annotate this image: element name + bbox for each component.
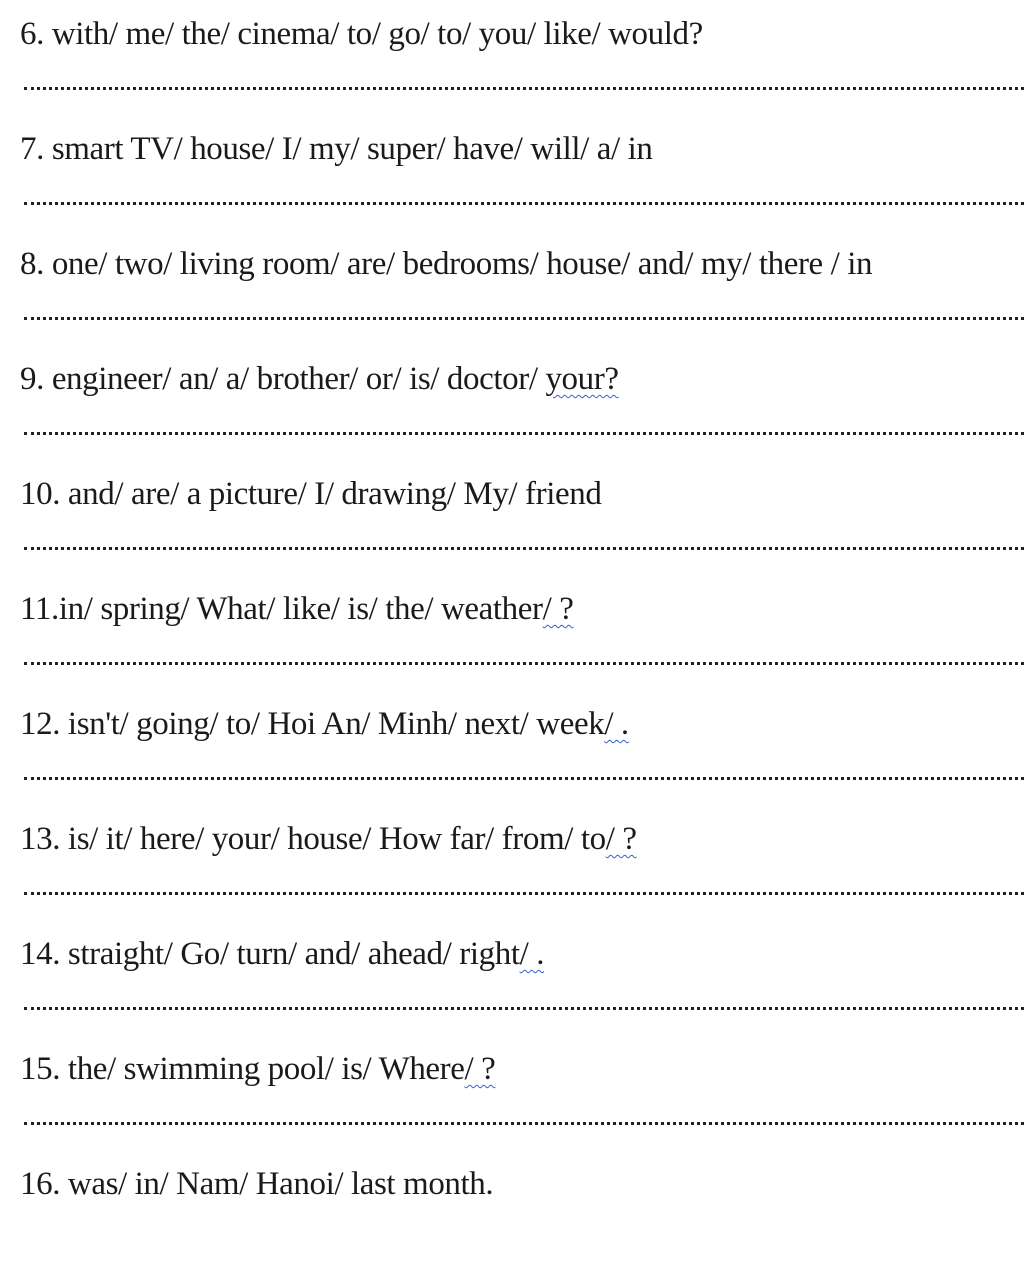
exercise-words: is/ it/ here/ your/ house/ How far/ from/ to [67, 821, 606, 857]
spellcheck-flag: / ? [464, 1051, 496, 1087]
exercise-words: one/ two/ living room/ are/ bedrooms/ house/ and/ my/ there / in [51, 246, 873, 282]
answer-line[interactable] [24, 1122, 1024, 1125]
exercise-number: 8. [20, 246, 44, 282]
exercise-number: 16. [20, 1166, 61, 1202]
exercise-prompt [20, 704, 629, 744]
exercise-prompt [20, 589, 574, 629]
exercise-number: 9. [20, 361, 44, 397]
exercise-words: with/ me/ the/ cinema/ to/ go/ to/ you/ like/ would? [51, 16, 703, 52]
exercise-words: engineer/ an/ a/ brother/ or/ is/ doctor/ [51, 361, 546, 397]
exercise-words: was/ in/ Nam/ Hanoi/ last month. [67, 1166, 494, 1202]
exercise-prompt [20, 474, 601, 514]
exercise-11 [20, 575, 1024, 690]
exercise-prompt [20, 14, 703, 54]
exercise-number: 7. [20, 131, 44, 167]
exercise-number: 12. [20, 706, 61, 742]
exercise-prompt [20, 934, 544, 974]
exercise-number: 6. [20, 16, 44, 52]
exercise-15 [20, 1035, 1024, 1150]
exercise-14 [20, 920, 1024, 1035]
exercise-number: 11. [20, 591, 59, 627]
spellcheck-flag: your? [545, 361, 619, 397]
exercise-16 [20, 1150, 1024, 1265]
exercise-prompt [20, 1164, 493, 1204]
exercise-number: 10. [20, 476, 61, 512]
answer-line[interactable] [24, 662, 1024, 665]
exercise-words: straight/ Go/ turn/ and/ ahead/ right [67, 936, 520, 972]
exercise-words: smart TV/ house/ I/ my/ super/ have/ will/ a/ in [51, 131, 653, 167]
exercise-prompt [20, 359, 619, 399]
exercise-10 [20, 460, 1024, 575]
answer-line[interactable] [24, 1007, 1024, 1010]
exercise-number: 15. [20, 1051, 61, 1087]
exercise-prompt [20, 1049, 495, 1089]
spellcheck-flag: / ? [605, 821, 637, 857]
exercise-6 [20, 0, 1024, 115]
exercise-number: 14. [20, 936, 61, 972]
exercise-13 [20, 805, 1024, 920]
exercise-prompt [20, 244, 872, 284]
answer-line[interactable] [24, 87, 1024, 90]
exercise-prompt [20, 819, 637, 859]
spellcheck-flag: / . [604, 706, 629, 742]
spellcheck-flag: / ? [542, 591, 574, 627]
answer-line[interactable] [24, 547, 1024, 550]
spellcheck-flag: / . [519, 936, 545, 972]
answer-line[interactable] [24, 892, 1024, 895]
exercise-12 [20, 690, 1024, 805]
exercise-9 [20, 345, 1024, 460]
exercise-8 [20, 230, 1024, 345]
exercise-7 [20, 115, 1024, 230]
exercise-words: in/ spring/ What/ like/ is/ the/ weather [58, 591, 543, 627]
answer-line[interactable] [24, 432, 1024, 435]
exercise-words: isn't/ going/ to/ Hoi An/ Minh/ next/ week [67, 706, 605, 742]
answer-line[interactable] [24, 202, 1024, 205]
exercise-words: and/ are/ a picture/ I/ drawing/ My/ friend [67, 476, 602, 512]
exercise-number: 13. [20, 821, 61, 857]
answer-line[interactable] [24, 317, 1024, 320]
answer-line[interactable] [24, 777, 1024, 780]
exercise-words: the/ swimming pool/ is/ Where [67, 1051, 465, 1087]
exercise-prompt [20, 129, 653, 169]
